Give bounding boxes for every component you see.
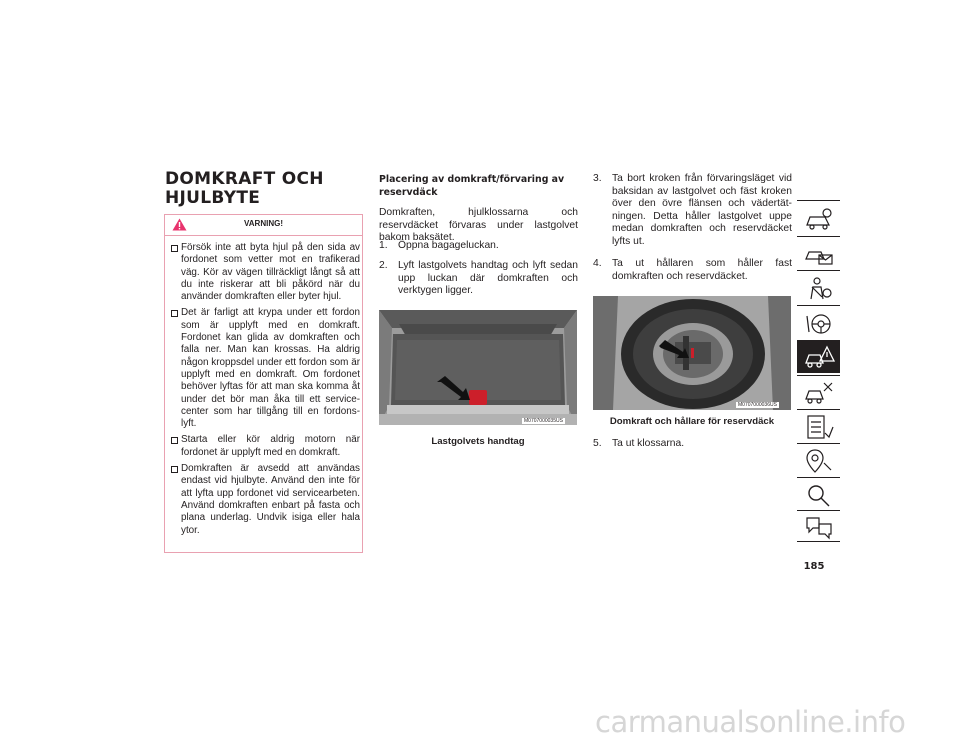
tab-divider	[797, 409, 840, 410]
warning-item-text: Det är farligt att krypa under ett fordon som är upplyft med en domkraft. Fordonet kan glida av domkraften och falla ner. Man kan krossas. Ha aldrig någon kroppsdel under ett fordon som är upplyft med en domkraft. Om fordonet behöver lyftas för att man ska komma åt under det bör man åka till ett service-center som har tillgång till en fordons-lyft.	[181, 307, 360, 430]
step-number: 5.	[593, 438, 602, 449]
warning-item-text: Domkraften är avsedd att användas endast vid hjulbyte. Använd den inte för att lyfta upp fordonet vid servicearbeten. Använd domkraften enbart på fasta och plana underlag. Undvik isiga eller hala ytor.	[181, 463, 360, 536]
step-2	[379, 260, 578, 298]
tab-divider	[797, 510, 840, 511]
step-text: Ta bort kroken från förvaringsläget vid baksidan av lastgolvet och fäst kroken över den övre flänsen och vädertät-ningen. Detta håller lastgolvet uppe medan domkraften och reservdäcket lyfts ut.	[612, 173, 792, 247]
step-number: 2.	[379, 260, 388, 271]
step-number: 1.	[379, 240, 388, 251]
step-text: Öppna bagageluckan.	[398, 240, 499, 251]
spare-tire-photo	[593, 296, 791, 410]
checklist-icon[interactable]	[803, 413, 835, 441]
warning-box	[164, 214, 363, 553]
location-wrench-icon[interactable]	[803, 447, 835, 475]
step-4	[593, 258, 792, 283]
storage-heading: Placering av domkraft/förvaring av reservdäck	[379, 174, 565, 198]
tab-divider	[797, 270, 840, 271]
step-text: Ta ut hållaren som håller fast domkraften och reservdäcket.	[612, 258, 792, 282]
cargo-floor-photo	[379, 310, 577, 425]
warning-header	[165, 215, 362, 236]
checkbox-bullet-icon	[171, 466, 178, 473]
checkbox-bullet-icon	[171, 245, 178, 252]
warning-item	[171, 434, 360, 459]
search-icon[interactable]	[803, 481, 835, 509]
step-text: Ta ut klossarna.	[612, 438, 685, 449]
checkbox-bullet-icon	[171, 310, 178, 317]
step-5	[593, 438, 792, 451]
warning-label: VARNING!	[244, 219, 283, 228]
warning-item	[171, 242, 360, 303]
warning-list	[171, 242, 360, 541]
seatbelt-person-icon[interactable]	[803, 275, 835, 303]
warning-item-text: Starta eller kör aldrig motorn när fordonet är upplyft med en domkraft.	[181, 434, 360, 458]
step-3	[593, 173, 792, 249]
warning-item	[171, 463, 360, 537]
storage-intro: Domkraften, hjulklossarna och reservdäcket förvaras under lastgolvet bakom baksätet.	[379, 207, 578, 244]
tab-divider	[797, 477, 840, 478]
tab-divider	[797, 541, 840, 542]
steering-wheel-icon[interactable]	[803, 310, 835, 338]
tab-divider	[797, 443, 840, 444]
car-dashboard-icon[interactable]	[803, 205, 835, 233]
page-number: 185	[803, 561, 825, 572]
step-1	[379, 240, 578, 253]
watermark: carmanualsonline.info	[595, 705, 906, 739]
warning-item	[171, 307, 360, 430]
step-text: Lyft lastgolvets handtag och lyft sedan upp luckan där domkraften och verktygen ligger.	[398, 260, 578, 297]
figure-caption: Lastgolvets handtag	[431, 436, 525, 447]
figure-code: M0707000035US	[524, 418, 563, 424]
step-number: 3.	[593, 173, 602, 184]
car-hazard-warning-icon[interactable]	[803, 343, 835, 371]
tab-divider	[797, 236, 840, 237]
figure-caption: Domkraft och hållare för reservdäck	[609, 416, 775, 427]
tab-divider	[797, 200, 840, 201]
car-tools-icon[interactable]	[803, 379, 835, 407]
warning-item-text: Försök inte att byta hjul på den sida av fordonet som vetter mot en trafikerad väg. Kör av vägen tillräckligt långt så att du inte riskerar att bli påkörd när du använder domkraften eller byter hjul.	[181, 242, 360, 303]
tab-divider	[797, 375, 840, 376]
section-title: DOMKRAFT OCH HJULBYTE	[165, 169, 324, 208]
language-icon[interactable]	[803, 514, 835, 542]
car-mail-icon[interactable]	[803, 241, 835, 269]
step-number: 4.	[593, 258, 602, 269]
checkbox-bullet-icon	[171, 437, 178, 444]
figure-code: M0707000036US	[738, 402, 777, 408]
tab-divider	[797, 305, 840, 306]
